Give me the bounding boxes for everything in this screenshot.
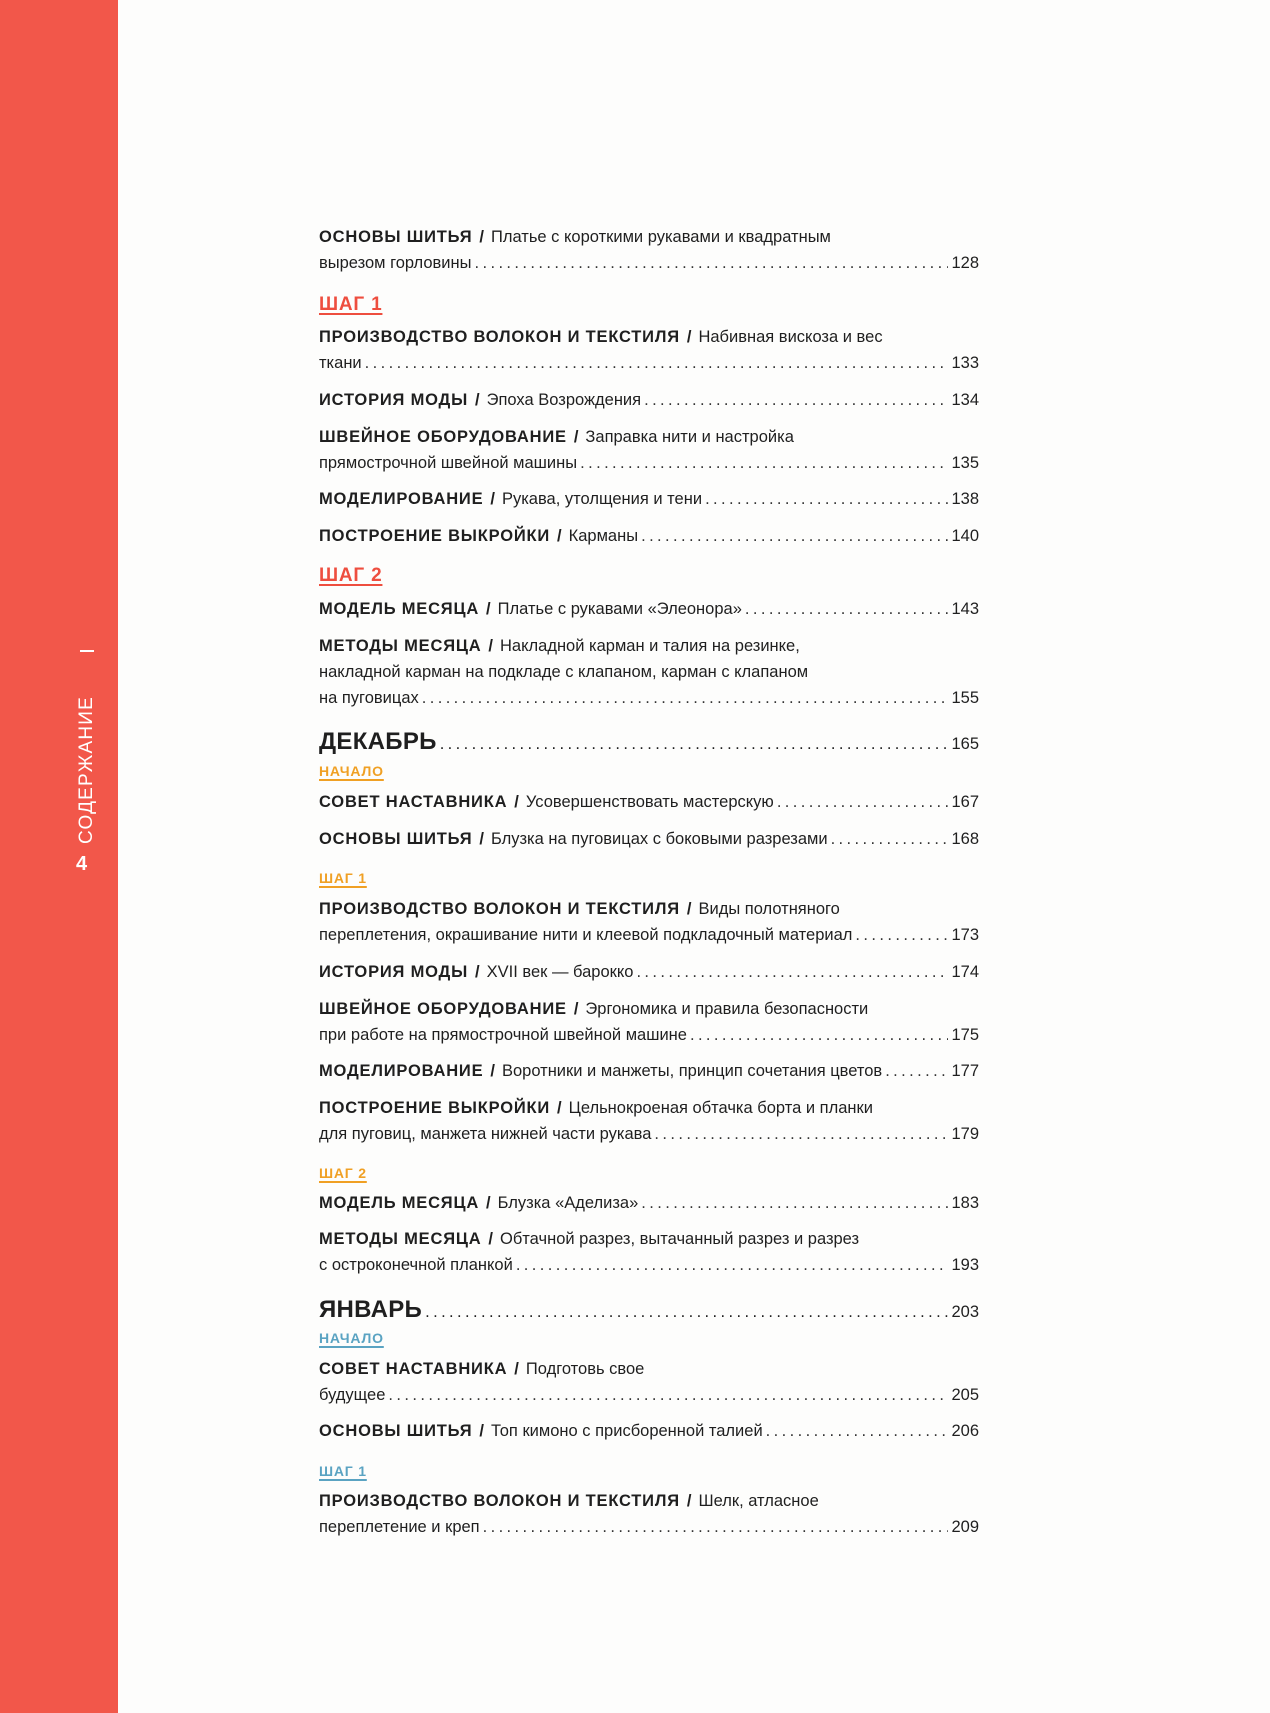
entry-title: Накладной карман и талия на резинке, [500,637,800,655]
entry-title-cont: прямострочной швейной машины [319,454,578,472]
entry-page: 133 [951,354,979,372]
entry-title: Платье с короткими рукавами и квадратным [490,228,831,246]
entry-page: 135 [951,454,979,472]
step2-label: ШАГ 2 [319,1165,367,1181]
entry-title: Рукава, утолщения и тени [501,490,703,508]
entry-category: ПРОИЗВОДСТВО ВОЛОКОН И ТЕКСТИЛЯ [319,328,680,346]
month-january[interactable] [319,1293,979,1327]
start-label: НАЧАЛО [319,763,384,779]
entry-category: СОВЕТ НАСТАВНИКА [319,1360,508,1378]
entry-title: Воротники и манжеты, принцип сочетания цветов [501,1062,883,1080]
entry-category: ОСНОВЫ ШИТЬЯ [319,1422,473,1440]
entry-title: Карманы [568,527,639,545]
toc-entry-pattern-140[interactable]: ПОСТРОЕНИЕ ВЫКРОЙКИ / Карманы ..... 140 [319,523,979,549]
entry-page: 143 [951,600,979,618]
entry-page: 183 [951,1194,979,1212]
toc-entry-model-143[interactable]: МОДЕЛЬ МЕСЯЦА / Платье с рукавами «Элеонора» ..... 143 [319,596,979,622]
entry-page: 167 [951,793,979,811]
entry-title: Цельнокроеная обтачка борта и планки [568,1099,873,1117]
entry-page: 206 [951,1422,979,1440]
entry-title-cont: с остроконечной планкой [319,1256,513,1274]
step1-label: ШАГ 1 [319,294,383,315]
entry-title-cont: переплетение и креп [319,1518,480,1536]
toc-entry-equipment-135[interactable]: ШВЕЙНОЕ ОБОРУДОВАНИЕ / Заправка нити и настройка прямострочной швейной машины ..... 135 [319,424,979,476]
sidebar-dash [80,650,94,652]
toc-entry-textile-209[interactable]: ПРОИЗВОДСТВО ВОЛОКОН И ТЕКСТИЛЯ / Шелк, атласное переплетение и креп ..... 209 [319,1488,979,1540]
toc-entry-textile-133[interactable]: ПРОИЗВОДСТВО ВОЛОКОН И ТЕКСТИЛЯ / Набивная вискоза и вес ткани ..... 133 [319,324,979,376]
toc-entry-equipment-175[interactable]: ШВЕЙНОЕ ОБОРУДОВАНИЕ / Эргономика и правила безопасности при работе на прямострочной швейной машине ..... 175 [319,996,979,1048]
toc-entry-model-183[interactable]: МОДЕЛЬ МЕСЯЦА / Блузка «Аделиза» ..... 183 [319,1190,979,1216]
entry-category: ОСНОВЫ ШИТЬЯ [319,830,473,848]
step1-label: ШАГ 1 [319,1463,367,1479]
entry-title: Подготовь свое [525,1360,645,1378]
entry-title: Блузка на пуговицах с боковыми разрезами [490,830,828,848]
entry-title: Топ кимоно с присборенной талией [490,1422,763,1440]
toc-entry-basics-206[interactable]: ОСНОВЫ ШИТЬЯ / Топ кимоно с присборенной талией ..... 206 [319,1418,979,1444]
entry-category: ПРОИЗВОДСТВО ВОЛОКОН И ТЕКСТИЛЯ [319,900,680,918]
entry-category: ШВЕЙНОЕ ОБОРУДОВАНИЕ [319,428,567,446]
entry-page: 140 [951,527,979,545]
toc-entry-methods-155[interactable]: МЕТОДЫ МЕСЯЦА / Накладной карман и талия на резинке, накладной карман на подкладе с клапаном, карман с клапаном на пуговицах ..... 155 [319,633,979,711]
toc-entry-mentor-205[interactable]: СОВЕТ НАСТАВНИКА / Подготовь свое будущее ..... 205 [319,1356,979,1408]
entry-title-cont: накладной карман на подкладе с клапаном, карман с клапаном [319,663,809,681]
toc-entry-textile-173[interactable]: ПРОИЗВОДСТВО ВОЛОКОН И ТЕКСТИЛЯ / Виды полотняного переплетения, окрашивание нити и клеевой подкладочный материал ..... 173 [319,896,979,948]
entry-page: 179 [951,1125,979,1143]
entry-category: МОДЕЛЬ МЕСЯЦА [319,600,480,618]
month-title: ДЕКАБРЬ [319,728,437,755]
month-page: 203 [951,1303,979,1321]
entry-title-cont: при работе на прямострочной швейной машине [319,1026,687,1044]
entry-category: МОДЕЛЬ МЕСЯЦА [319,1194,480,1212]
entry-page: 193 [951,1256,979,1274]
month-page: 165 [951,735,979,753]
entry-category: МОДЕЛИРОВАНИЕ [319,490,484,508]
entry-title: Эргономика и правила безопасности [585,1000,869,1018]
entry-title: Блузка «Аделиза» [497,1194,639,1212]
month-title: ЯНВАРЬ [319,1296,423,1323]
entry-category: МЕТОДЫ МЕСЯЦА [319,637,482,655]
entry-page: 138 [951,490,979,508]
entry-title: Эпоха Возрождения [486,391,642,409]
page-number: 4 [76,853,88,875]
toc-entry-history-174[interactable]: ИСТОРИЯ МОДЫ / XVII век — барокко ..... 174 [319,959,979,985]
entry-category: ШВЕЙНОЕ ОБОРУДОВАНИЕ [319,1000,567,1018]
start-label: НАЧАЛО [319,1330,384,1346]
entry-category: ПОСТРОЕНИЕ ВЫКРОЙКИ [319,1099,551,1117]
entry-title-cont: будущее [319,1386,386,1404]
entry-category: ИСТОРИЯ МОДЫ [319,391,469,409]
entry-page: 155 [951,689,979,707]
entry-page: 134 [951,391,979,409]
toc-entry-history-134[interactable]: ИСТОРИЯ МОДЫ / Эпоха Возрождения ..... 134 [319,387,979,413]
entry-title-cont: для пуговиц, манжета нижней части рукава [319,1125,652,1143]
toc-entry-basics-168[interactable]: ОСНОВЫ ШИТЬЯ / Блузка на пуговицах с боковыми разрезами ..... 168 [319,826,979,852]
entry-title: Обтачной разрез, вытачанный разрез и разрез [500,1230,860,1248]
entry-page: 177 [951,1062,979,1080]
entry-category: ОСНОВЫ ШИТЬЯ [319,228,473,246]
entry-title-cont: ткани [319,354,362,372]
entry-title: Заправка нити и настройка [585,428,794,446]
entry-title-cont: на пуговицах [319,689,419,707]
step2-label: ШАГ 2 [319,565,383,586]
toc-entry-pattern-179[interactable]: ПОСТРОЕНИЕ ВЫКРОЙКИ / Цельнокроеная обтачка борта и планки для пуговиц, манжета нижней части рукава ..... 179 [319,1095,979,1147]
toc-entry-methods-193[interactable]: МЕТОДЫ МЕСЯЦА / Обтачной разрез, вытачанный разрез и разрез с остроконечной планкой ..... 193 [319,1226,979,1278]
entry-category: ПРОИЗВОДСТВО ВОЛОКОН И ТЕКСТИЛЯ [319,1492,680,1510]
entry-page: 174 [951,963,979,981]
entry-title: Набивная вискоза и вес [698,328,883,346]
entry-page: 168 [951,830,979,848]
entry-category: СОВЕТ НАСТАВНИКА [319,793,508,811]
toc-entry-modeling-138[interactable]: МОДЕЛИРОВАНИЕ / Рукава, утолщения и тени ..... 138 [319,486,979,512]
entry-page: 209 [951,1518,979,1536]
entry-title: Виды полотняного [698,900,840,918]
sidebar [0,0,118,1713]
entry-title: Шелк, атласное [698,1492,819,1510]
entry-page: 175 [951,1026,979,1044]
entry-page: 205 [951,1386,979,1404]
toc-entry-mentor-167[interactable]: СОВЕТ НАСТАВНИКА / Усовершенствовать мастерскую ..... 167 [319,789,979,815]
toc-entry-modeling-177[interactable]: МОДЕЛИРОВАНИЕ / Воротники и манжеты, принцип сочетания цветов ..... 177 [319,1058,979,1084]
entry-category: МЕТОДЫ МЕСЯЦА [319,1230,482,1248]
entry-category: МОДЕЛИРОВАНИЕ [319,1062,484,1080]
toc-entry-basics-128[interactable]: ОСНОВЫ ШИТЬЯ / Платье с короткими рукавами и квадратным вырезом горловины ..... 128 [319,224,979,276]
entry-page: 173 [951,926,979,944]
entry-title: XVII век — барокко [486,963,634,981]
entry-title-cont: переплетения, окрашивание нити и клеевой подкладочный материал [319,926,853,944]
step1-label: ШАГ 1 [319,870,367,886]
entry-title: Усовершенствовать мастерскую [525,793,774,811]
entry-category: ПОСТРОЕНИЕ ВЫКРОЙКИ [319,527,551,545]
entry-title: Платье с рукавами «Элеонора» [497,600,742,618]
entry-page: 128 [951,254,979,272]
section-title: СОДЕРЖАНИЕ [76,696,97,844]
month-december[interactable] [319,725,979,759]
entry-title-cont: вырезом горловины [319,254,472,272]
entry-category: ИСТОРИЯ МОДЫ [319,963,469,981]
